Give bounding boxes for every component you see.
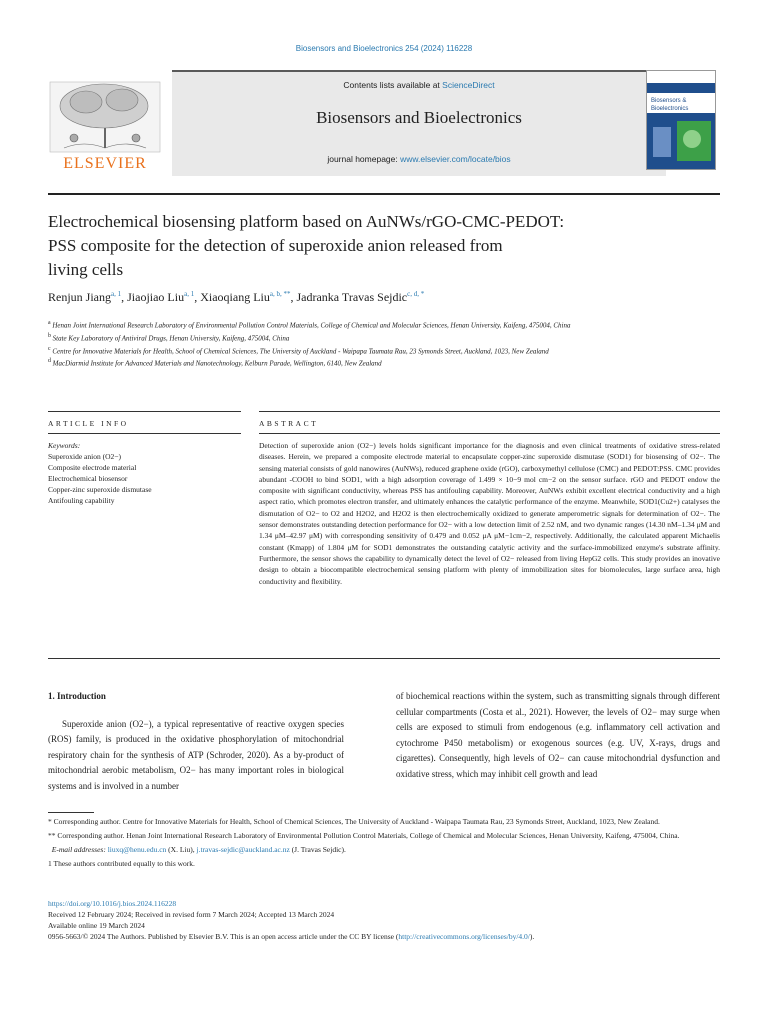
author-list: Renjun Jiang$^{a, 1}$, Jiaojiao Liu$^{a, 1}$, Xiaoqiang Liu$^{a, b, **}$, Jadranka Travas Sejdic$^{c, d, *}$ xyxy=(48,290,425,304)
affiliation-item: $^a$ Henan Joint International Research Laboratory of Environmental Pollution Control Materials, College of Chemical and Molecular Sciences, Henan University, Kaifeng, 475004, China xyxy=(48,320,571,330)
article-meta xyxy=(48,898,728,942)
author-name[interactable]: Jiaojiao Liu xyxy=(127,290,185,304)
journal-cover-image[interactable] xyxy=(646,70,716,170)
keywords-list xyxy=(48,440,240,506)
keyword-item: Composite electrode material xyxy=(48,463,137,472)
license-link[interactable]: http://creativecommons.org/licenses/by/4.0/ xyxy=(398,932,530,941)
email-label: E-mail addresses: xyxy=(51,845,106,854)
homepage-line xyxy=(172,154,666,164)
journal-cover-icon xyxy=(647,71,715,169)
article-info-rule xyxy=(48,411,241,412)
keywords-label: Keywords: xyxy=(48,441,81,450)
keyword-item: Electrochemical biosensor xyxy=(48,474,128,483)
abstract-heading: ABSTRACT xyxy=(259,419,319,428)
article-info-rule xyxy=(48,433,241,434)
author-affiliation-marker[interactable]: a, 1 xyxy=(184,290,195,298)
masthead-divider xyxy=(48,193,720,195)
elsevier-logo[interactable] xyxy=(44,76,166,174)
license-line: 0956-5663/© 2024 The Authors. Published by Elsevier B.V. This is an open access article under the CC BY license (http://creativecommons.org/licenses/by/4.0/). xyxy=(48,932,535,941)
email-owner: (J. Travas Sejdic). xyxy=(289,845,346,854)
section-heading: 1. Introduction xyxy=(48,691,106,701)
author-affiliation-marker[interactable]: c, d, * xyxy=(407,290,425,298)
intro-paragraph-continued: of biochemical reactions within the system, such as transmitting signals through different cellular compartments (Costa et al., 2021). However, the levels of O2− may surge when cells are exposed to stimuli from endogenous (e.g. inflammatory cell activation and cytochrome P450 metabolism) or exogenous sources (e.g. UV, X-rays, drugs and cigarettes). Consequently, high levels of O2− can cause mitochondrial dysfunction and oxidative stress, which may inhibit cell growth and lead xyxy=(396,691,720,779)
sciencedirect-link[interactable]: ScienceDirect xyxy=(442,80,495,90)
footnote-divider xyxy=(48,812,94,813)
author-affiliation-marker[interactable]: a, 1 xyxy=(111,290,122,298)
corresponding-author-note: ** Corresponding author. Henan Joint International Research Laboratory of Environmental Pollution Control Materials, College of Chemical and Molecular Sciences, Henan University, Kaifeng, 475004, China. xyxy=(48,831,680,840)
title-line: PSS composite for the detection of superoxide anion released from xyxy=(48,236,503,255)
article-info-heading: ARTICLE INFO xyxy=(48,419,129,428)
affiliation-item: $^d$ MacDiarmid Institute for Advanced Materials and Nanotechnology, Kelburn Parade, Wellington, 6140, New Zealand xyxy=(48,358,382,368)
email-note xyxy=(48,844,720,856)
author-affiliation-marker[interactable]: a, b, ** xyxy=(269,290,291,298)
title-line: living cells xyxy=(48,260,124,279)
body-column-left xyxy=(48,689,344,794)
journal-homepage-link[interactable]: www.elsevier.com/locate/bios xyxy=(400,154,511,164)
elsevier-tree-icon xyxy=(44,76,166,174)
title-line: Electrochemical biosensing platform based on AuNWs/rGO-CMC-PEDOT: xyxy=(48,212,565,231)
svg-text:Biosensors &: Biosensors & xyxy=(651,98,687,104)
abstract-rule-top xyxy=(259,411,720,412)
intro-paragraph: Superoxide anion (O2−), a typical representative of reactive oxygen species (ROS) family, is produced in the oxidative phosphorylation of mitochondrial respiratory chain for the synthesis of ATP (Schroder, 2020). As a by-product of mitochondrial aerobic metabolism, O2− has many important roles in biological systems and is involved in a number xyxy=(48,718,344,791)
keyword-item: Superoxide anion (O2−) xyxy=(48,452,121,461)
keyword-item: Copper-zinc superoxide dismutase xyxy=(48,485,152,494)
affiliation-item: $^c$ Centre for Innovative Materials for Health, School of Chemical Sciences, The University of Auckland - Waipapa Taumata Rau, 23 Symonds Street, Auckland, 1023, New Zealand xyxy=(48,345,549,355)
abstract-body: Detection of superoxide anion (O2−) levels holds significant importance for the diagnosis and even clinical treatments of oxidative stress-related diseases. Herein, we prepared a composite electrode material to encapsulate copper-zinc superoxide dismutase (SOD1) for biosensing of O2−. The sensing material consists of gold nanowires (AuNWs), reduced graphene oxide (rGO), carboxymethyl cellulose (CMC) and PEDOT:PSS. CMC provides abundant -COOH to bind SOD1, with a high adsorption coverage of 1.499 × 10−9 mol cm−2 on the sensor surface. rGO and PEDOT endow the composite with significant conductivity, whereas PSS has antifouling capability. Moreover, AuNWs exhibit excellent electrical conductivity and a high aspect ratio, which promotes electron transfer, and ultimately enhances the catalytic performance of the enzyme. Meanwhile, SOD1(Cu2+) catalyses the dismutation of O2− to O2 and H2O2, and H2O2 is then electrochemically oxidized to generate amperometric signals for determination of O2−. The sensor demonstrates outstanding detection performance for O2− with a low detection limit of 2.52 nM, and two dynamic ranges (14.30 nM–1.34 μM and 1.34 μM–42.97 μM) with corresponding sensitivity of 0.479 and 0.052 μA μM−1cm−2, respectively. Additionally, the calculated apparent Michaelis constant (Kmapp) of 1.804 μM for SOD1 demonstrates the outstanding catalytic activity and the surface-immobilized enzyme's substrate affinity. Furthermore, the sensor shows the capability to dynamically detect the level of O2− released from living HepG2 cells. This study provides an inovative design to obtain a biocompatible electrochemical sensing platform with plenty of immobilization sites for biomolecules, large surface area, high conductivity and flexibility. xyxy=(259,441,720,586)
elsevier-wordmark: ELSEVIER xyxy=(63,155,147,172)
author-name[interactable]: Renjun Jiang xyxy=(48,290,111,304)
body-column-right xyxy=(396,689,720,782)
corresponding-author-note: * Corresponding author. Centre for Innovative Materials for Health, School of Chemical Sciences, The University of Auckland - Waipapa Taumata Rau, 23 Symonds Street, Auckland, 1023, New Zealand. xyxy=(48,817,660,826)
contents-line xyxy=(172,80,666,90)
article-title xyxy=(48,210,668,282)
footnotes xyxy=(48,816,720,872)
equal-contribution-note: 1 These authors contributed equally to this work. xyxy=(48,859,195,868)
author-name[interactable]: Jadranka Travas Sejdic xyxy=(296,290,408,304)
email-link[interactable]: j.travas-sejdic@auckland.ac.nz xyxy=(196,845,290,854)
affiliation-item: $^b$ State Key Laboratory of Antiviral Drugs, Henan University, Kaifeng, 475004, China xyxy=(48,332,290,343)
abstract-rule xyxy=(259,433,720,434)
affiliations xyxy=(48,318,648,369)
journal-masthead xyxy=(40,70,730,176)
svg-text:Bioelectronics: Bioelectronics xyxy=(651,106,689,112)
email-link[interactable]: liuxq@henu.edu.cn xyxy=(107,845,167,854)
keyword-item: Antifouling capability xyxy=(48,496,115,505)
journal-title: Biosensors and Bioelectronics xyxy=(316,108,522,127)
email-owner: (X. Liu), xyxy=(166,845,197,854)
abstract-rule-bottom xyxy=(48,658,720,659)
journal-citation-header[interactable]: Biosensors and Bioelectronics 254 (2024) 116228 xyxy=(295,44,473,53)
doi-link[interactable]: https://doi.org/10.1016/j.bios.2024.116228 xyxy=(48,899,177,908)
received-dates: Received 12 February 2024; Received in revised form 7 March 2024; Accepted 13 March 2024 xyxy=(48,910,335,919)
contents-prefix: Contents lists available at xyxy=(343,80,443,90)
journal-band xyxy=(172,70,666,176)
available-online-date: Available online 19 March 2024 xyxy=(48,921,145,930)
author-name[interactable]: Xiaoqiang Liu xyxy=(200,290,270,304)
homepage-prefix: journal homepage: xyxy=(327,154,401,164)
